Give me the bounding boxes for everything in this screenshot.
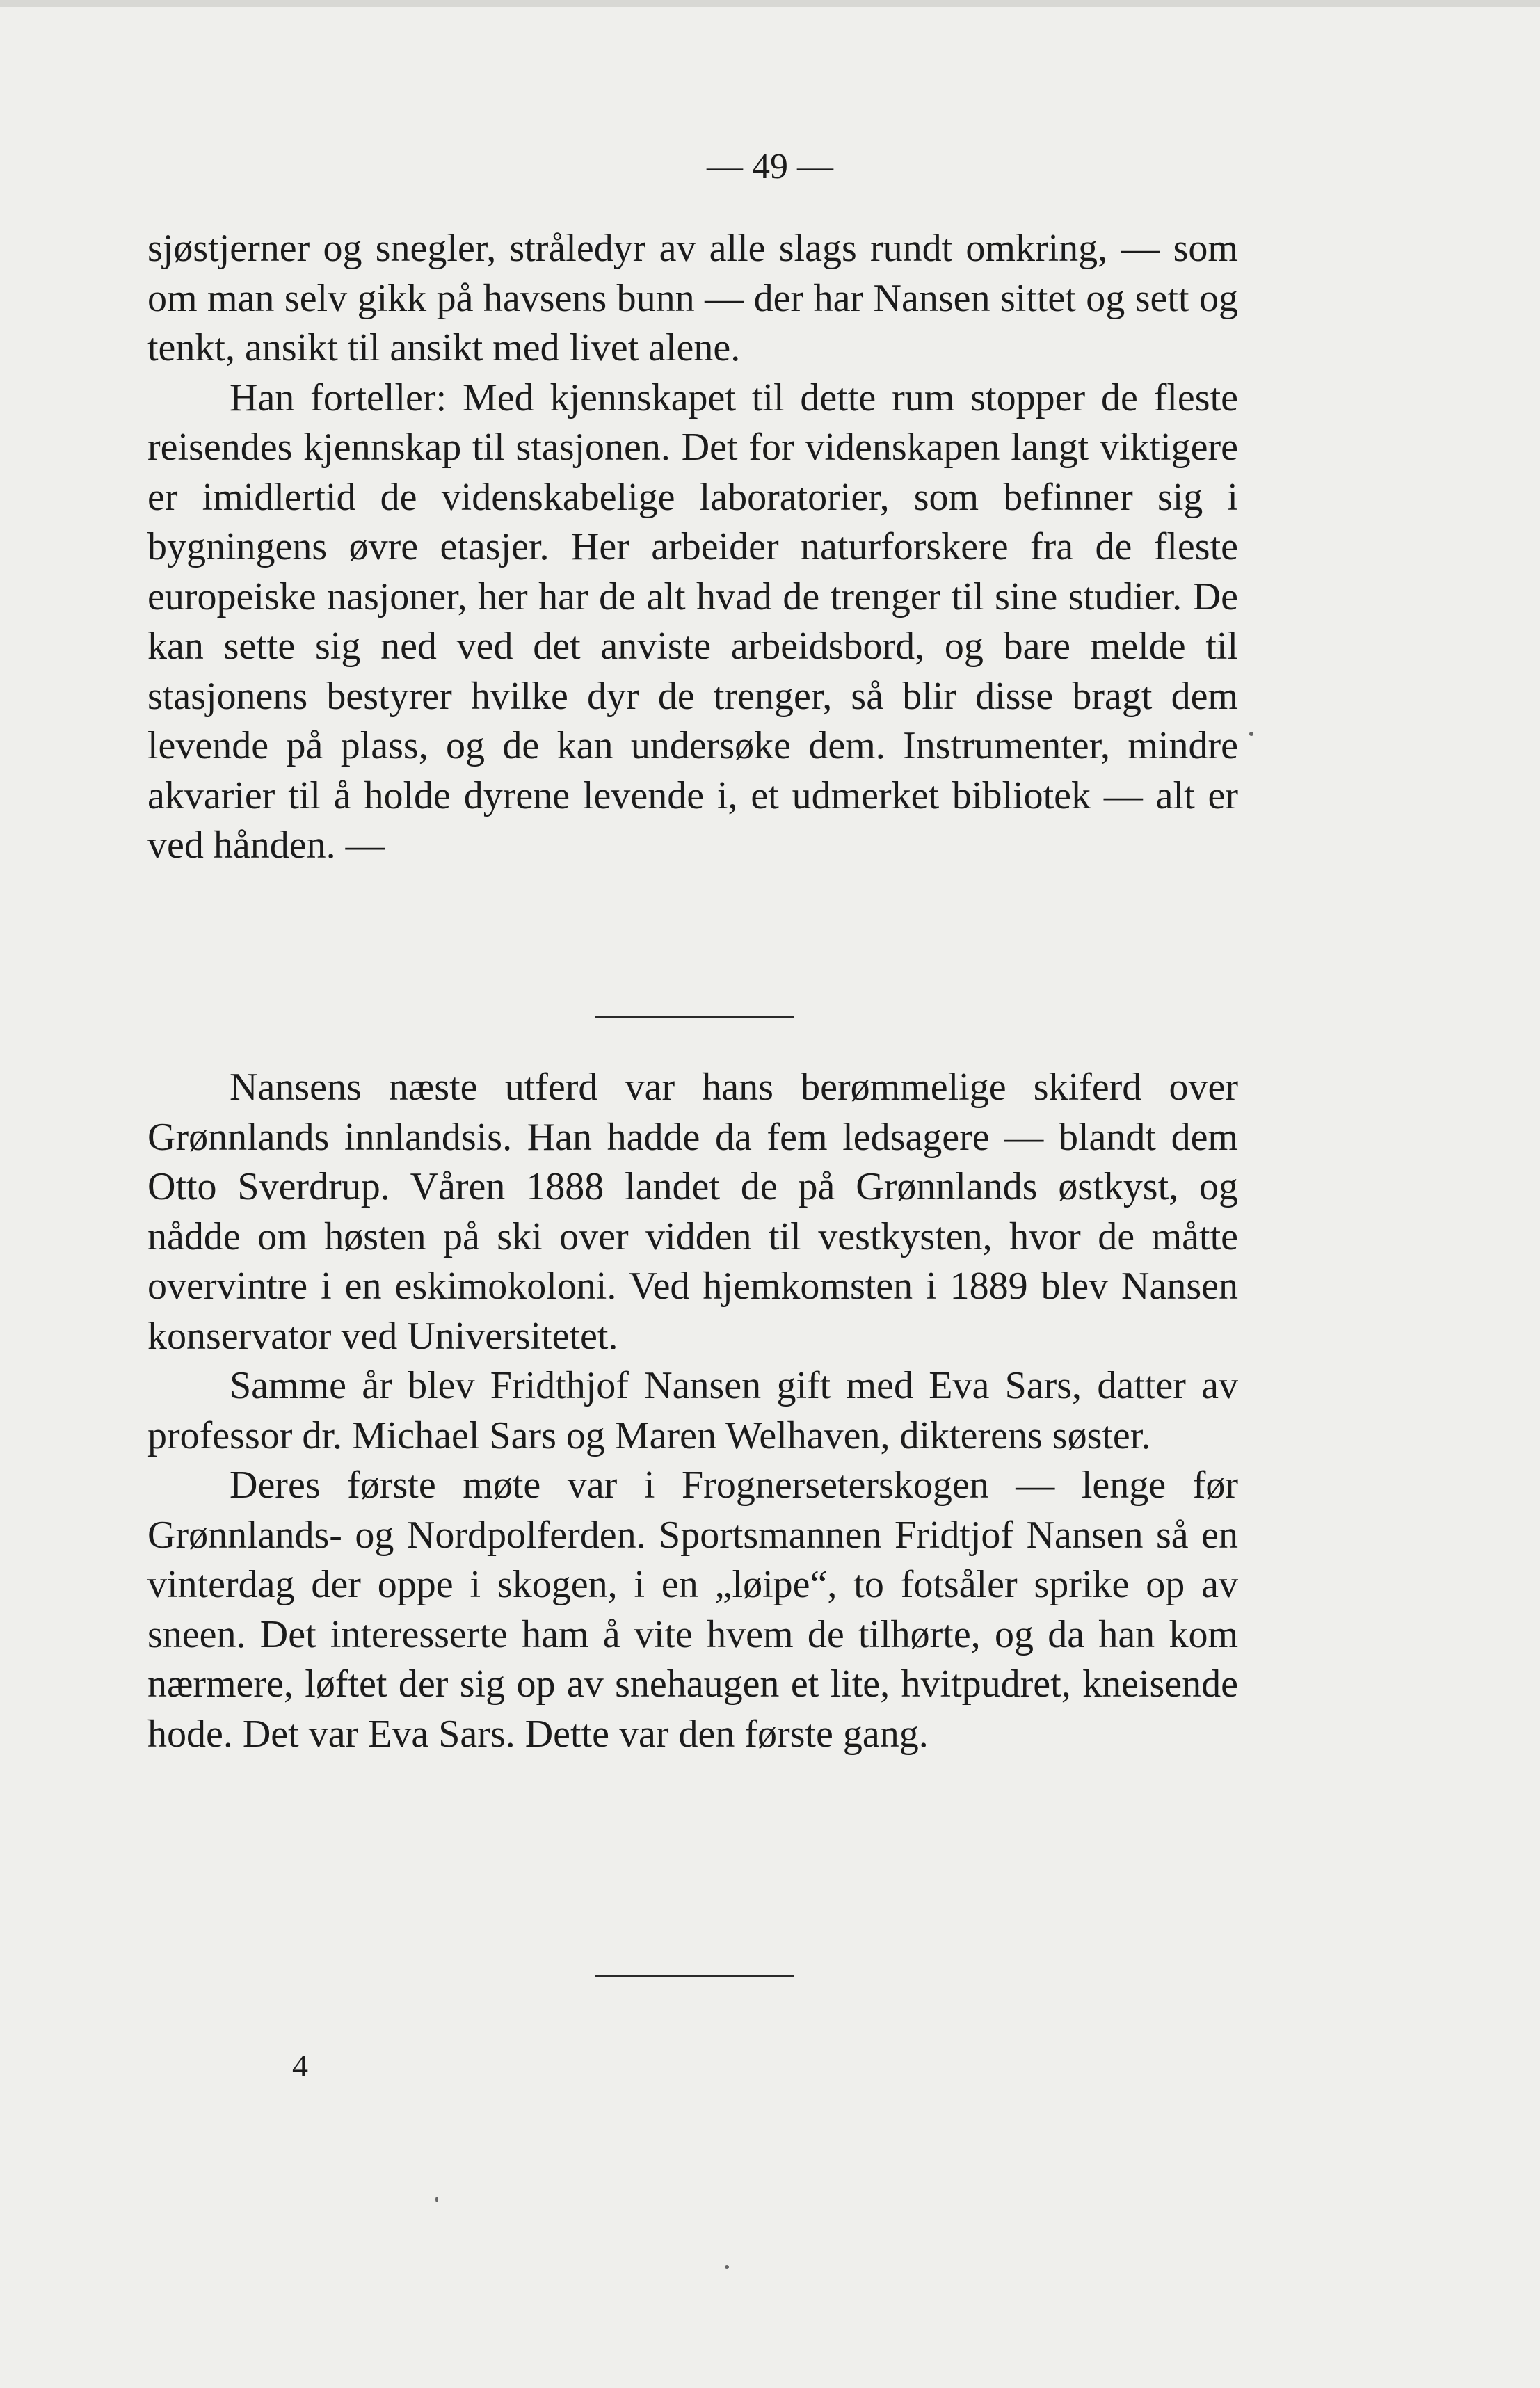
text-section-1: [147, 224, 1238, 871]
paper-speck: [725, 2265, 729, 2269]
printer-signature-mark: 4: [292, 2048, 308, 2083]
paper-speck: [1249, 732, 1253, 736]
page-number: — 49 —: [707, 147, 833, 186]
paper-speck: [435, 2197, 438, 2202]
end-divider: [595, 1975, 794, 1977]
paragraph-1: sjøstjerner og snegler, stråledyr av alle slags rundt omkring, — som om man selv gikk på havsens bunn — der har Nansen sittet og sett og tenkt, ansikt til ansikt med livet alene.: [147, 227, 1238, 369]
paragraph-3: Nansens næste utferd var hans berømmelige skiferd over Grønnlands innlandsis. Han hadde da fem ledsagere — blandt dem Otto Sverdrup. Våren 1888 landet de på Grønnlands østkyst, og nådde om høsten på ski over vidden til vestkysten, hvor de måtte overvintre i en eskimokoloni. Ved hjemkomsten i 1889 blev Nansen konservator ved Universitetet.: [147, 1066, 1238, 1358]
section-divider: [595, 1016, 794, 1018]
text-section-2: [147, 1063, 1238, 1759]
paragraph-4: Samme år blev Fridthjof Nansen gift med Eva Sars, datter av professor dr. Michael Sars og Maren Welhaven, dikterens søster.: [147, 1364, 1238, 1457]
paragraph-5: Deres første møte var i Frognerseterskogen — lenge før Grønnlands- og Nordpolferden. Sportsmannen Fridtjof Nansen så en vinterdag der oppe i skogen, i en „løipe“, to fotsåler sprike op av sneen. Det interesserte ham å vite hvem de tilhørte, og da han kom nærmere, løftet der sig op av snehaugen et lite, hvitpudret, kneisende hode. Det var Eva Sars. Dette var den første gang.: [147, 1464, 1238, 1756]
paragraph-2: Han forteller: Med kjennskapet til dette rum stopper de fleste reisendes kjennskap til stasjonen. Det for videnskapen langt viktigere er imidlertid de videnskabelige laboratorier, som befinner sig i bygningens øvre etasjer. Her arbeider naturforskere fra de fleste europeiske nasjoner, her har de alt hvad de trenger til sine studier. De kan sette sig ned ved det anviste arbeidsbord, og bare melde til stasjonens bestyrer hvilke dyr de trenger, så blir disse bragt dem levende på plass, og de kan undersøke dem. Instrumenter, mindre akvarier til å holde dyrene levende i, et udmerket bibliotek — alt er ved hånden. —: [147, 376, 1238, 867]
page-top-edge: [0, 0, 1540, 7]
